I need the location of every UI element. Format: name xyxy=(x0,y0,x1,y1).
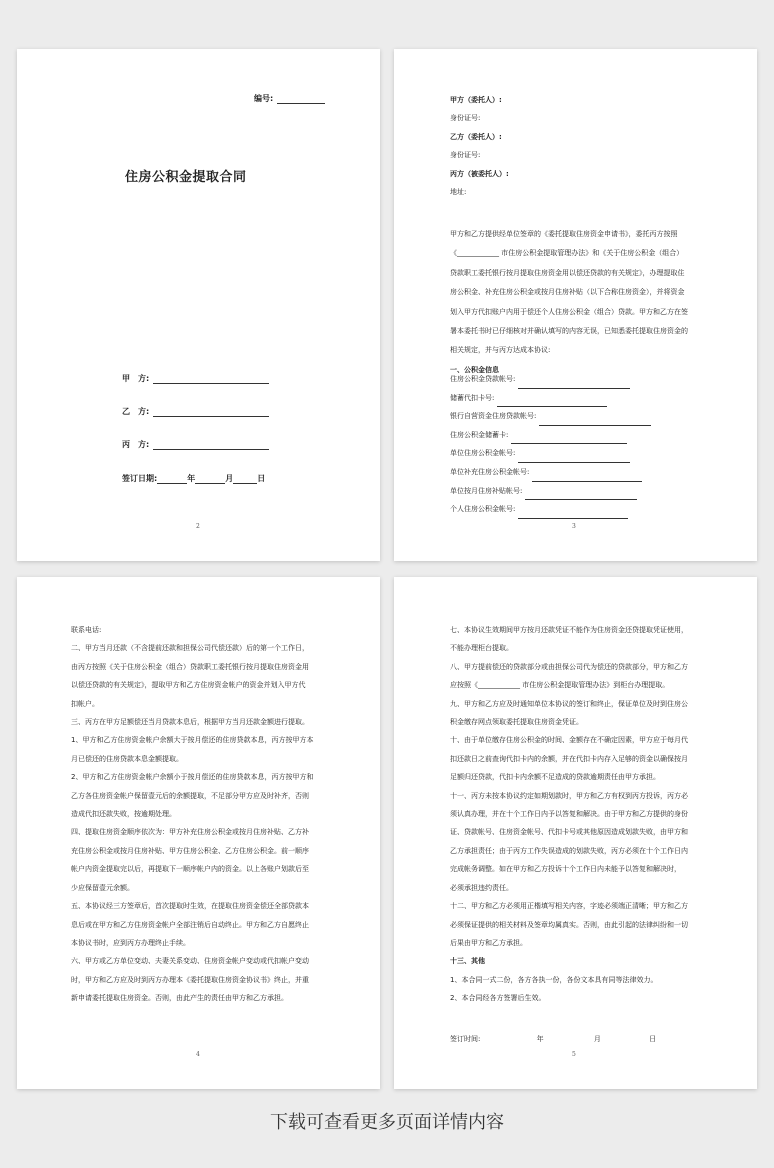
clauses-2-6: 联系电话: 二、甲方当月还款（不含提前还款和担保公司代偿还款）后的第一个工作日， 由丙方按照《关于住房公积金（组合）贷款职工委托银行按月提取住房资金用 以偿还贷款的有关规定》，提取甲方和乙方住房资金帐户的资金并划入甲方代 扣帐户。 三、丙方在甲方足额偿还当月贷款本息后，根据甲方当月还款金额进行提取。 1、甲方和乙方住房资金帐户余额大于按月偿还的住房贷款本息，丙方按甲方本 月已偿还的住房贷款本息金额提取。 2、甲方和乙方住房资金帐户余额小于按月偿还的住房贷款本息，丙方按甲方和 乙方各住房资金帐户保留壹元后的余额提取，不足部分甲方应及时补齐，否则 造成代扣还款失败，按逾期处理。 四、提取住房资金顺序依次为：甲方补充住房公积金或按月住房补贴、乙方补 充住房公积金或按月住房补贴、甲方住房公积金、乙方住房公积金。前一顺序 帐户内资金提取完以后，再提取下一顺序帐户内的资金。以上各账户划款后至 少应保留壹元余额。 五、本协议经三方签章后，首次提取时生效，在提取住房资金偿还全部贷款本 息后或在甲方和乙方住房资金帐户全部注销后自动终止。甲方和乙方自愿终止 本协议书时，应到丙方办理终止手续。 六、甲方或乙方单位变动、夫妻关系变动、住房资金帐户变动或代扣帐户变动 时，甲方和乙方应及时到丙方办理本《委托提取住房资金协议书》终止，并重 新申请委托提取住房资金。否则，由此产生的责任由甲方和乙方承担。 xyxy=(71,626,314,1003)
account-fields: 住房公积金贷款帐号: 储蓄代扣卡号: 银行自营资金住房贷款帐号: 住房公积金储蓄卡: 单位住房公积金帐号: 单位补充住房公积金帐号: 单位按月住房补贴帐号: 个人住房公积金帐号: xyxy=(450,370,715,519)
party-a-row: 甲 方: xyxy=(122,373,269,384)
sign-date-row: 签订日期: 年 月 日 xyxy=(122,474,266,483)
download-hint: 下载可查看更多页面详情内容 xyxy=(270,1112,504,1133)
page-2 xyxy=(17,49,380,561)
party-c-blank xyxy=(153,440,269,450)
document-title: 住房公积金提取合同 xyxy=(125,170,247,185)
page-number: 2 xyxy=(196,523,200,530)
page-number: 3 xyxy=(572,523,576,530)
page-number: 4 xyxy=(196,1051,200,1058)
number-blank xyxy=(277,94,325,104)
page-4 xyxy=(17,577,380,1089)
page-5 xyxy=(394,577,757,1089)
party-a-blank xyxy=(153,374,269,384)
section-title: 一、公积金信息 xyxy=(450,365,499,374)
party-b-row: 乙 方: xyxy=(122,406,269,417)
page-number: 5 xyxy=(572,1051,576,1058)
intro-paragraph: 甲方和乙方提供经单位签章的《委托提取住房资金申请书》，委托丙方按照 《____________ 市住房公积金提取管理办法》和《关于住房公积金（组合） 贷款职工委托银行按月提取住房资金用以偿还贷款的有关规定》，办理提取住 房公积金、补充住房公积金或按月住房补贴（以下合称住房资金），并将资金 划入甲方代扣账户内用于偿还个人住房公积金（组合）贷款。甲方和乙方在签 署本委托书时已仔细核对并确认填写的内容无误，已知悉委托提取住房资金的 相关规定，并与丙方达成本协议: 一、公积金信息 xyxy=(450,225,715,380)
party-info: 甲方（委托人）: 身份证号: 乙方（委托人）: 身份证号: 丙方（被委托人）: 地址: xyxy=(450,96,509,197)
party-c-row: 丙 方: xyxy=(122,439,269,450)
page-3 xyxy=(394,49,757,561)
party-b-blank xyxy=(153,407,269,417)
sign-time-row: 签订时间: 年 月 日 xyxy=(450,1035,657,1043)
contract-number: 编号: xyxy=(254,93,325,104)
clauses-7-13: 七、本协议生效期间甲方按月还款凭证不能作为住房资金还贷提取凭证使用， 不能办理柜台提取。 八、甲方提前偿还的贷款部分或由担保公司代为偿还的贷款部分，甲方和乙方 应按照《____________ 市住房公积金提取管理办法》到柜台办理提取。 九、甲方和乙方应及时通知单位本协议的签订和终止，保证单位及时到住房公 积金缴存网点领取委托提取住房资金凭证。 十、由于单位缴存住房公积金的时间、金额存在不确定因素，甲方应于每月代 扣还款日之前查询代扣卡内的余额，并在代扣卡内存入足够的资金以确保按月 足额归还贷款，代扣卡内余额不足造成的贷款逾期责任由甲方承担。 十一、丙方未按本协议约定如期划款时，甲方和乙方有权到丙方投诉，丙方必 须认真办理，并在十个工作日内予以答复和解决。由于甲方和乙方提供的身份 证、贷款帐号、住房资金帐号、代扣卡号或其他原因造成划款失败，由甲方和 乙方承担责任；由于丙方工作失误造成的划款失败，丙方必须在十个工作日内 完成帐务调整。如在甲方和乙方投诉十个工作日内未能予以答复和解决时， 必须承担违约责任。 十二、甲方和乙方必须用正楷填写相关内容，字迹必须端正清晰；甲方和乙方 必须保证提供的相关材料及签章均属真实。否则，由此引起的法律纠纷和一切 后果由甲方和乙方承担。 十三、其他 1、本合同一式二份，各方各执一份，各份文本具有同等法律效力。 2、本合同经各方签署后生效。 xyxy=(450,626,688,1003)
